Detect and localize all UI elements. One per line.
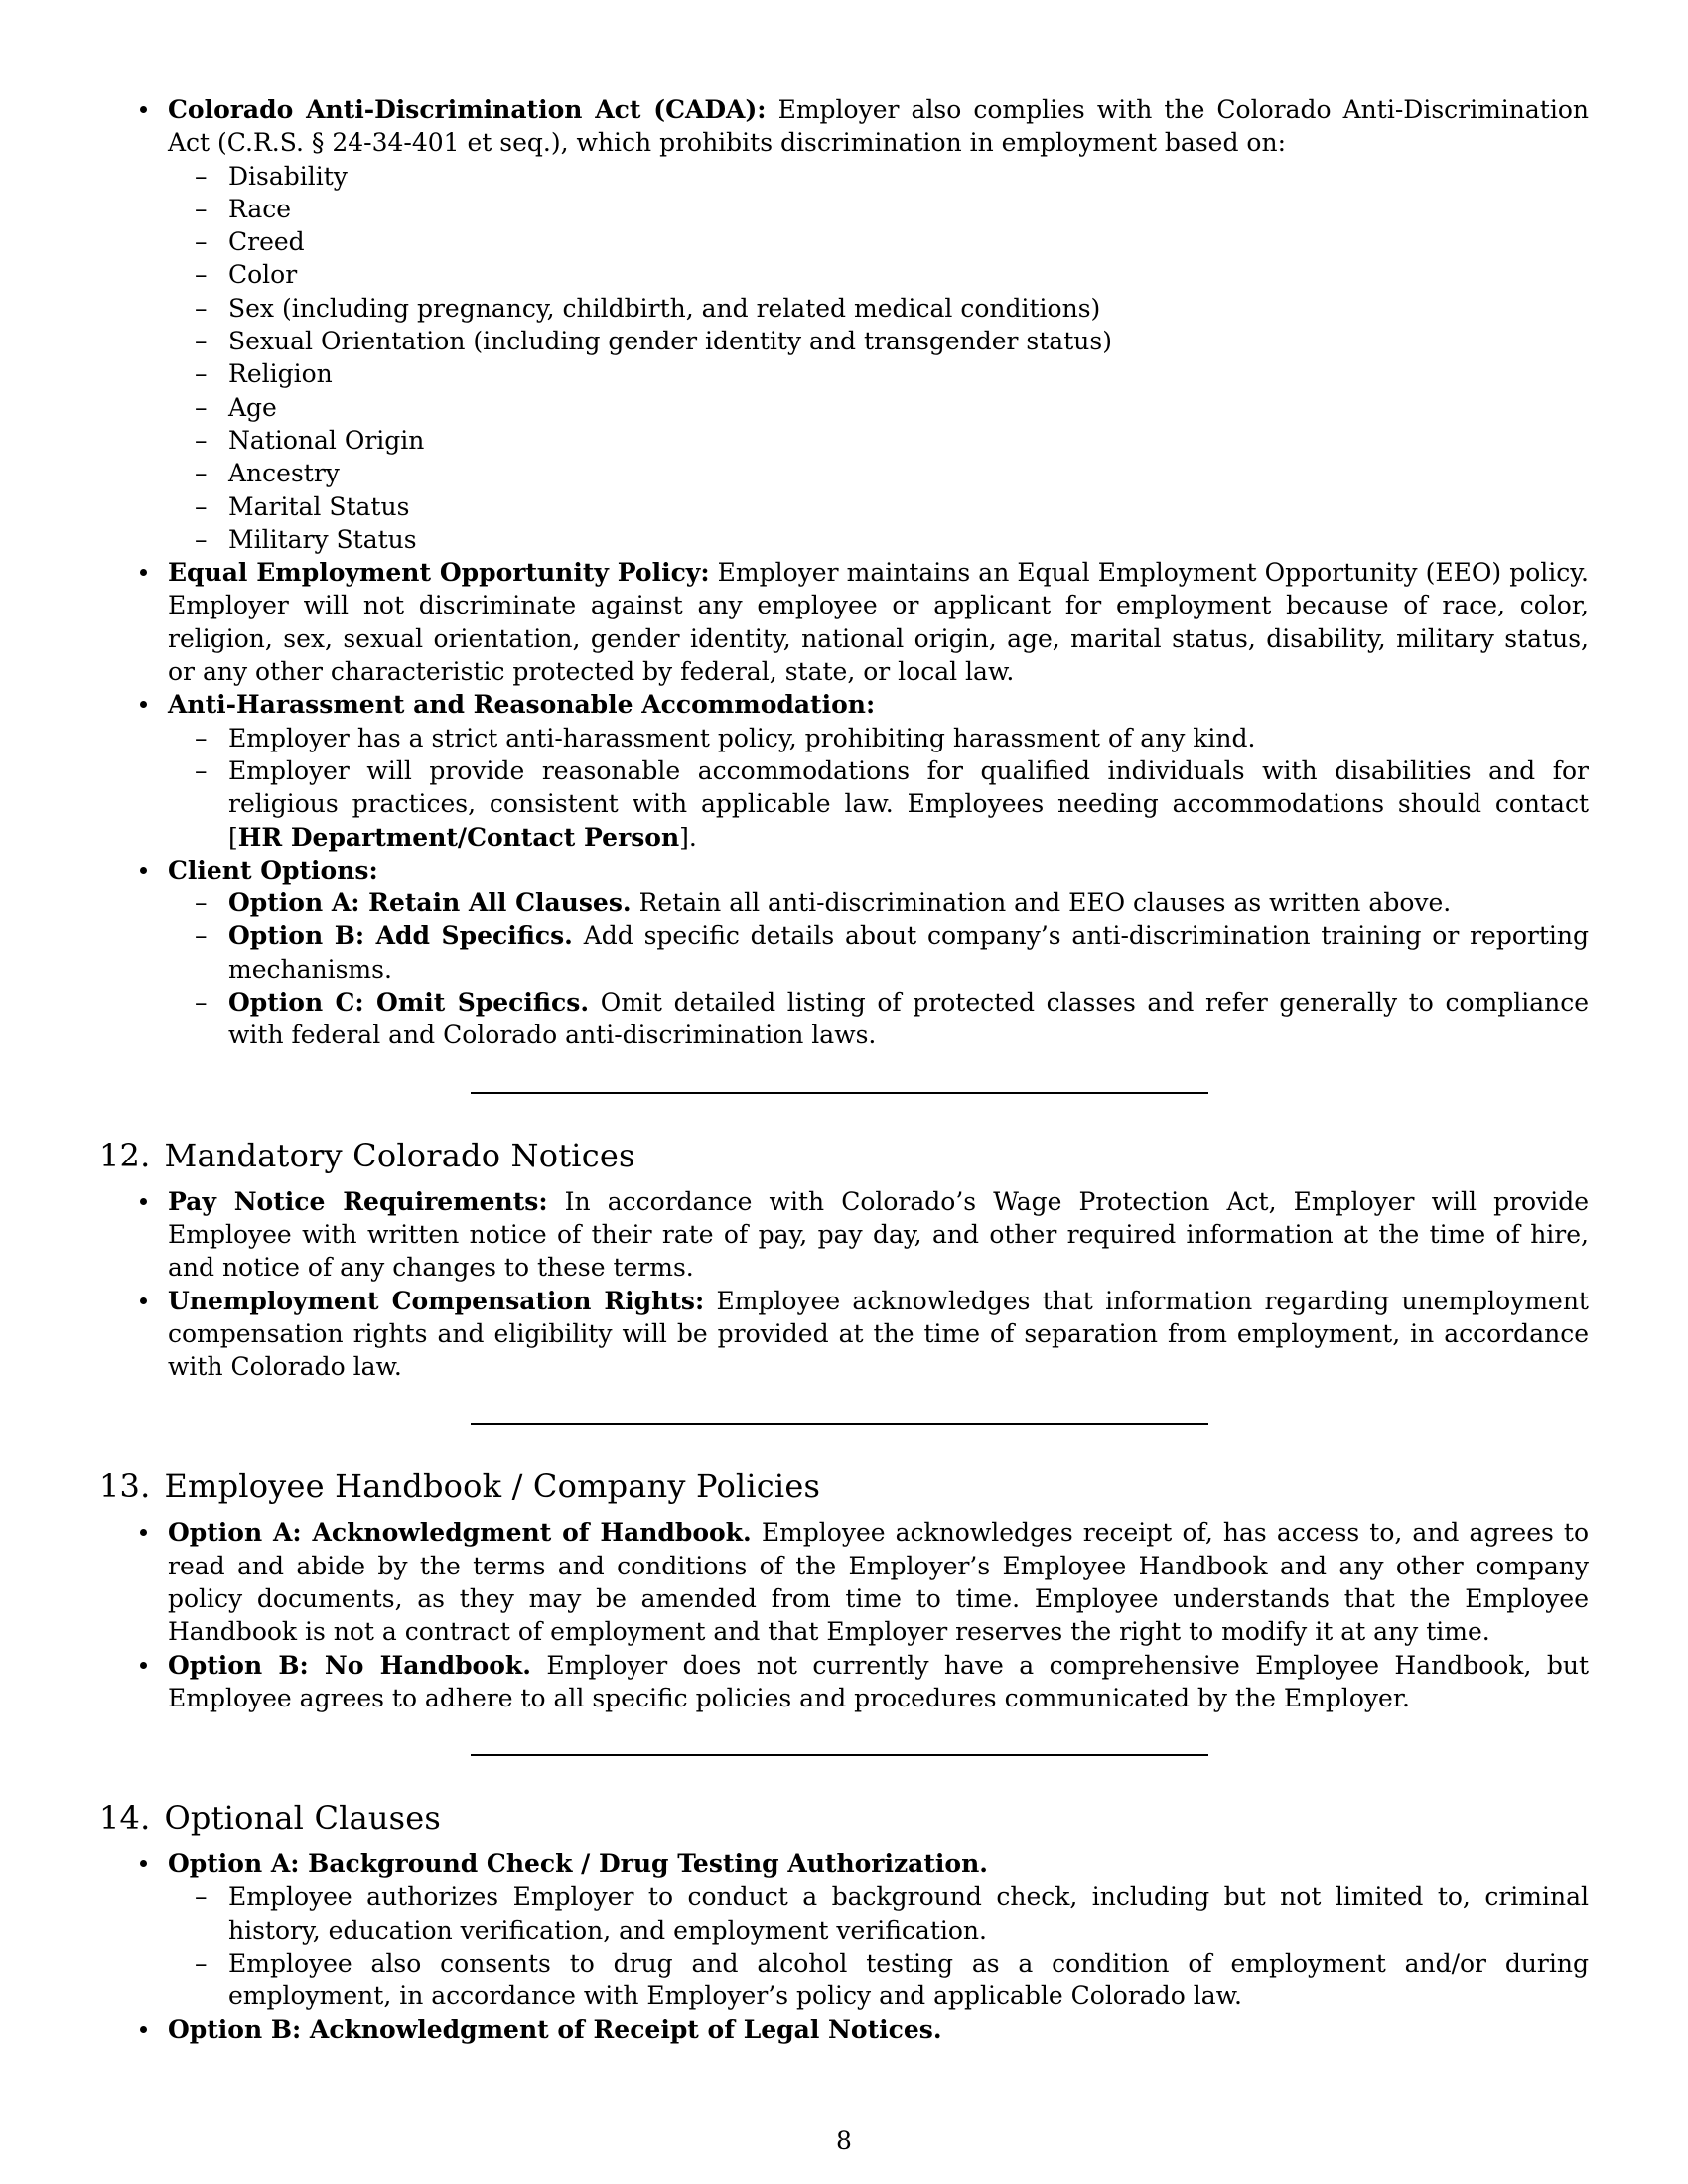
protected-class-item: – Ancestry: [99, 457, 1589, 489]
protected-class-item: – Sex (including pregnancy, childbirth, and related medical conditions): [99, 292, 1589, 325]
optional-clause-a: Option A: Background Check / Drug Testing Authorization. – Employee authorizes Employer to conduct a background check, including but not limited to, criminal history, education verification, and employment verification. – Employee also consents to drug and alcohol testing as a condition of employment and/or during employment, in accordance with Employer’s policy and applicable Colorado law.: [99, 1847, 1589, 2012]
protected-class-item: – Marital Status: [99, 490, 1589, 523]
section-13-heading: 13. Employee Handbook / Company Policies: [99, 1467, 821, 1506]
client-options-item: [99, 854, 1589, 1052]
eeo-text: Employer maintains an Equal Employment Opportunity (EEO) policy. Employer will not discriminate against any employee or applicant for employment because of race, color, religion, sex, sexual orientation, gender identity, national origin, age, marital status, disability, military status, or any other characteristic protected by federal, state, or local law.: [168, 558, 1590, 687]
protected-class-item: – Creed: [99, 225, 1589, 258]
discrimination-list: [99, 93, 1589, 1052]
client-option-b: – Option B: Add Specifics. Add specific details about company’s anti-discrimination training or reporting mechanisms.: [99, 919, 1589, 986]
section-13-list: [99, 1516, 1589, 1714]
cada-protected-classes: [168, 160, 1589, 557]
harassment-subitems: [168, 722, 1589, 854]
cada-item: [99, 93, 1589, 556]
section-14-heading: 14. Optional Clauses: [99, 1799, 442, 1838]
optional-clause-a-subitems: [168, 1880, 1589, 2012]
client-option-c: – Option C: Omit Specifics. Omit detailed listing of protected classes and refer generally to compliance with federal and Colorado anti-discrimination laws.: [99, 986, 1589, 1052]
section-divider: [471, 1423, 1208, 1425]
document-page: [99, 93, 1589, 2046]
page-number: 8: [836, 2126, 852, 2155]
protected-class-item: – Sexual Orientation (including gender identity and transgender status): [99, 325, 1589, 357]
eeo-item: [99, 556, 1589, 688]
optional-clause-b: Option B: Acknowledgment of Receipt of Legal Notices.: [99, 2013, 1589, 2046]
drug-testing-subitem: – Employee also consents to drug and alcohol testing as a condition of employment and/or during employment, in accordance with Employer’s policy and applicable Colorado law.: [99, 1947, 1589, 2013]
protected-class-item: – Disability: [99, 160, 1589, 193]
client-options-title: Client Options:: [168, 855, 378, 885]
handbook-option-a: Option A: Acknowledgment of Handbook. Employee acknowledges receipt of, has access to, and agrees to read and abide by the terms and conditions of the Employer’s Employee Handbook and any other company policy documents, as they may be amended from time to time. Employee understands that the Employee Handbook is not a contract of employment and that Employer reserves the right to modify it at any time.: [99, 1516, 1589, 1648]
protected-class-item: – Race: [99, 193, 1589, 225]
cada-title: Colorado Anti-Discrimination Act (CADA):: [168, 95, 767, 124]
pay-notice-item: Pay Notice Requirements: In accordance with Colorado’s Wage Protection Act, Employer will provide Employee with written notice of their rate of pay, pay day, and other required information at the time of hire, and notice of any changes to these terms.: [99, 1185, 1589, 1285]
section-divider: [471, 1092, 1208, 1094]
section-divider: [471, 1754, 1208, 1756]
harassment-subitem: – Employer has a strict anti-harassment policy, prohibiting harassment of any kind.: [99, 722, 1589, 754]
section-12-heading: 12. Mandatory Colorado Notices: [99, 1136, 635, 1174]
cada-text: Employer also complies with the Colorado Anti-Discrimination Act (C.R.S. § 24-34-401 et seq.), which prohibits discrimination in employment based on:: [168, 95, 1589, 158]
protected-class-item: – Age: [99, 391, 1589, 424]
handbook-option-b: Option B: No Handbook. Employer does not currently have a comprehensive Employee Handbook, but Employee agrees to adhere to all specific policies and procedures communicated by the Employer.: [99, 1649, 1589, 1715]
section-14-list: [99, 1847, 1589, 2046]
accommodation-subitem: – Employer will provide reasonable accommodations for qualified individuals with disabilities and for religious practices, consistent with applicable law. Employees needing accommodations should contact [HR Department/Contact Person].: [99, 754, 1589, 854]
client-options-subitems: [168, 887, 1589, 1051]
eeo-title: Equal Employment Opportunity Policy:: [168, 558, 710, 588]
protected-class-item: – National Origin: [99, 424, 1589, 457]
unemployment-item: Unemployment Compensation Rights: Employee acknowledges that information regarding unemployment compensation rights and eligibility will be provided at the time of separation from employment, in accordance with Colorado law.: [99, 1285, 1589, 1384]
hr-contact-placeholder: HR Department/Contact Person: [237, 822, 680, 852]
harassment-item: [99, 688, 1589, 853]
client-option-a: – Option A: Retain All Clauses. Retain all anti-discrimination and EEO clauses as written above.: [99, 887, 1589, 919]
harassment-title: Anti-Harassment and Reasonable Accommodation:: [168, 690, 876, 720]
protected-class-item: – Religion: [99, 357, 1589, 390]
section-12-list: [99, 1185, 1589, 1384]
protected-class-item: – Color: [99, 258, 1589, 291]
protected-class-item: – Military Status: [99, 523, 1589, 556]
background-check-subitem: – Employee authorizes Employer to conduct a background check, including but not limited to, criminal history, education verification, and employment verification.: [99, 1880, 1589, 1947]
